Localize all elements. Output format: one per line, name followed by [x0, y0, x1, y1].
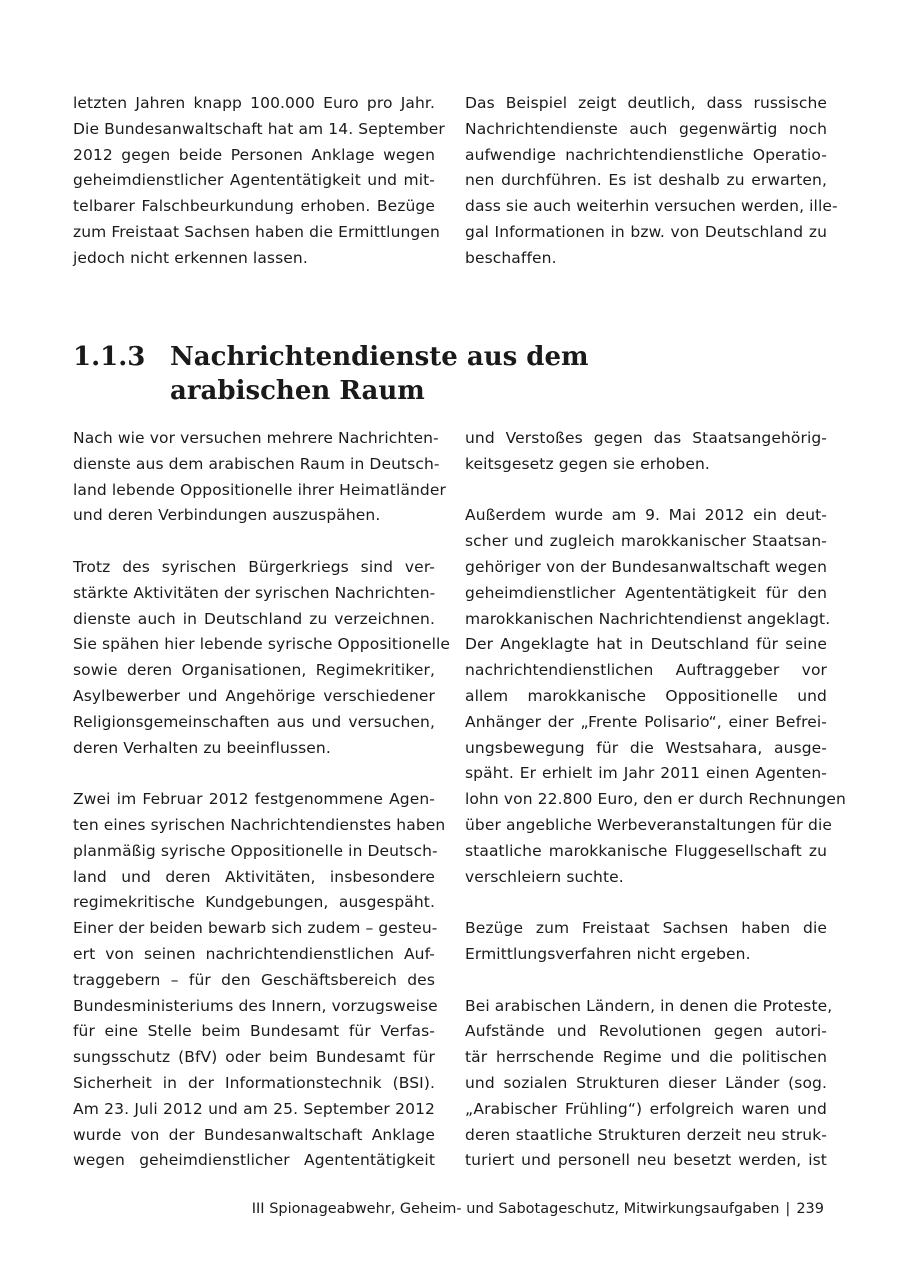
text-line: tär herrschende Regime und die politischen — [465, 1048, 827, 1067]
paragraph — [73, 555, 451, 761]
top-left-paragraph — [73, 91, 445, 272]
text-line: lohn von 22.800 Euro, den er durch Rechnungen — [465, 790, 846, 809]
paragraph — [465, 91, 838, 272]
text-line: staatliche marokkanische Fluggesellschaft zu — [465, 841, 827, 860]
text-line: nachrichtendienstlichen Auftraggeber vor — [465, 661, 827, 680]
footer-separator: | — [785, 1201, 791, 1217]
left-column-body — [73, 426, 451, 1174]
text-line: Trotz des syrischen Bürgerkriegs sind ver- — [73, 557, 435, 576]
paragraph-gap — [465, 890, 827, 916]
text-line: Einer der beiden bewarb sich zudem – gesteu- — [73, 919, 438, 938]
text-line: über angebliche Werbeveranstaltungen für die — [465, 815, 833, 834]
paragraph — [465, 994, 833, 1175]
text-line: Aufstände und Revolutionen gegen autori- — [465, 1022, 827, 1041]
text-line: Nachrichtendienste auch gegenwärtig noch — [465, 119, 827, 138]
text-line: für eine Stelle beim Bundesamt für Verfas- — [73, 1022, 435, 1041]
text-line: und deren Verbindungen auszuspähen. — [73, 506, 381, 525]
text-line: gehöriger von der Bundesanwaltschaft wegen — [465, 557, 827, 576]
text-line: ert von seinen nachrichtendienstlichen Auf- — [73, 944, 435, 963]
text-line: aufwendige nachrichtendienstliche Operatio- — [465, 145, 827, 164]
text-line: dienste aus dem arabischen Raum in Deutsch- — [73, 454, 440, 473]
text-line: sowie deren Organisationen, Regimekritiker, — [73, 661, 435, 680]
text-line: geheimdienstlicher Agententätigkeit und mit- — [73, 171, 435, 190]
text-line: gal Informationen in bzw. von Deutschland zu — [465, 222, 827, 241]
text-line: Sie spähen hier lebende syrische Oppositionelle — [73, 635, 451, 654]
footer-chapter-title: III Spionageabwehr, Geheim- und Sabotageschutz, Mitwirkungsaufgaben — [251, 1201, 780, 1217]
text-line: planmäßig syrische Oppositionelle in Deutsch- — [73, 841, 438, 860]
top-right-paragraph — [465, 91, 838, 272]
text-line: land und deren Aktivitäten, insbesondere — [73, 867, 435, 886]
text-line: jedoch nicht erkennen lassen. — [73, 248, 308, 267]
text-line: turiert und personell neu besetzt werden, ist — [465, 1151, 827, 1170]
text-line: traggebern – für den Geschäftsbereich des — [73, 970, 435, 989]
text-line: Außerdem wurde am 9. Mai 2012 ein deut- — [465, 506, 827, 525]
text-line: Bei arabischen Ländern, in denen die Proteste, — [465, 996, 833, 1015]
section-title-line-2: arabischen Raum — [170, 376, 425, 406]
paragraph — [73, 426, 446, 529]
text-line: geheimdienstlicher Agententätigkeit für den — [465, 583, 827, 602]
text-line: deren staatliche Strukturen derzeit neu struk- — [465, 1125, 827, 1144]
text-line: Sicherheit in der Informationstechnik (BSI). — [73, 1073, 435, 1092]
paragraph — [465, 426, 827, 478]
paragraph — [73, 91, 445, 272]
text-line: und Verstoßes gegen das Staatsangehörig- — [465, 429, 827, 447]
text-line: ungsbewegung für die Westsahara, ausge- — [465, 738, 827, 757]
text-line: telbarer Falschbeurkundung erhoben. Bezüge — [73, 197, 435, 216]
text-line: marokkanischen Nachrichtendienst angeklagt. — [465, 609, 831, 628]
text-line: Anhänger der „Frente Polisario“, einer Befrei- — [465, 712, 827, 731]
text-line: scher und zugleich marokkanischer Staatsan- — [465, 532, 827, 551]
text-line: und sozialen Strukturen dieser Länder (sog. — [465, 1073, 827, 1092]
text-line: dass sie auch weiterhin versuchen werden, ille- — [465, 197, 838, 216]
section-title-line-1: Nachrichtendienste aus dem — [170, 342, 589, 372]
paragraph — [465, 503, 846, 890]
text-line: Zwei im Februar 2012 festgenommene Agen- — [73, 790, 435, 809]
text-line: allem marokkanische Oppositionelle und — [465, 686, 827, 705]
text-line: regimekritische Kundgebungen, ausgespäht. — [73, 893, 435, 912]
text-line: wurde von der Bundesanwaltschaft Anklage — [73, 1125, 435, 1144]
text-line: Der Angeklagte hat in Deutschland für seine — [465, 635, 827, 654]
text-line: nen durchführen. Es ist deshalb zu erwarten, — [465, 171, 827, 190]
section-title — [170, 340, 589, 408]
text-line: Das Beispiel zeigt deutlich, dass russische — [465, 94, 827, 112]
page-footer — [252, 1199, 824, 1219]
text-line: dienste auch in Deutschland zu verzeichnen. — [73, 609, 435, 628]
text-line: beschaffen. — [465, 248, 557, 267]
right-column-body — [465, 426, 846, 1174]
text-line: land lebende Oppositionelle ihrer Heimatländer — [73, 480, 446, 499]
text-line: keitsgesetz gegen sie erhoben. — [465, 454, 710, 473]
paragraph-gap — [73, 529, 435, 555]
text-line: zum Freistaat Sachsen haben die Ermittlungen — [73, 222, 440, 241]
text-line: sungsschutz (BfV) oder beim Bundesamt für — [73, 1048, 435, 1067]
paragraph-gap — [465, 968, 827, 994]
text-line: Bezüge zum Freistaat Sachsen haben die — [465, 919, 827, 938]
text-line: verschleiern suchte. — [465, 867, 624, 886]
page-number: 239 — [796, 1201, 824, 1217]
text-line: späht. Er erhielt im Jahr 2011 einen Agenten- — [465, 764, 827, 783]
text-line: stärkte Aktivitäten der syrischen Nachrichten- — [73, 583, 436, 602]
text-line: wegen geheimdienstlicher Agententätigkeit — [73, 1151, 435, 1170]
text-line: Religionsgemeinschaften aus und versuchen, — [73, 712, 435, 731]
text-line: ten eines syrischen Nachrichtendienstes haben — [73, 815, 446, 834]
paragraph — [73, 787, 446, 1174]
paragraph-gap — [465, 478, 827, 504]
text-line: Am 23. Juli 2012 und am 25. September 2012 — [73, 1099, 435, 1118]
text-line: Bundesministeriums des Innern, vorzugsweise — [73, 996, 438, 1015]
section-number: 1.1.3 — [73, 342, 146, 372]
text-line: Die Bundesanwaltschaft hat am 14. September — [73, 119, 445, 138]
text-line: „Arabischer Frühling“) erfolgreich waren und — [465, 1099, 827, 1118]
text-line: Ermittlungsverfahren nicht ergeben. — [465, 944, 751, 963]
text-line: deren Verhalten zu beeinflussen. — [73, 738, 331, 757]
paragraph — [465, 916, 827, 968]
text-line: 2012 gegen beide Personen Anklage wegen — [73, 145, 435, 164]
paragraph-gap — [73, 761, 435, 787]
text-line: Nach wie vor versuchen mehrere Nachrichten- — [73, 429, 439, 447]
text-line: letzten Jahren knapp 100.000 Euro pro Jahr. — [73, 94, 435, 112]
text-line: Asylbewerber und Angehörige verschiedener — [73, 686, 435, 705]
